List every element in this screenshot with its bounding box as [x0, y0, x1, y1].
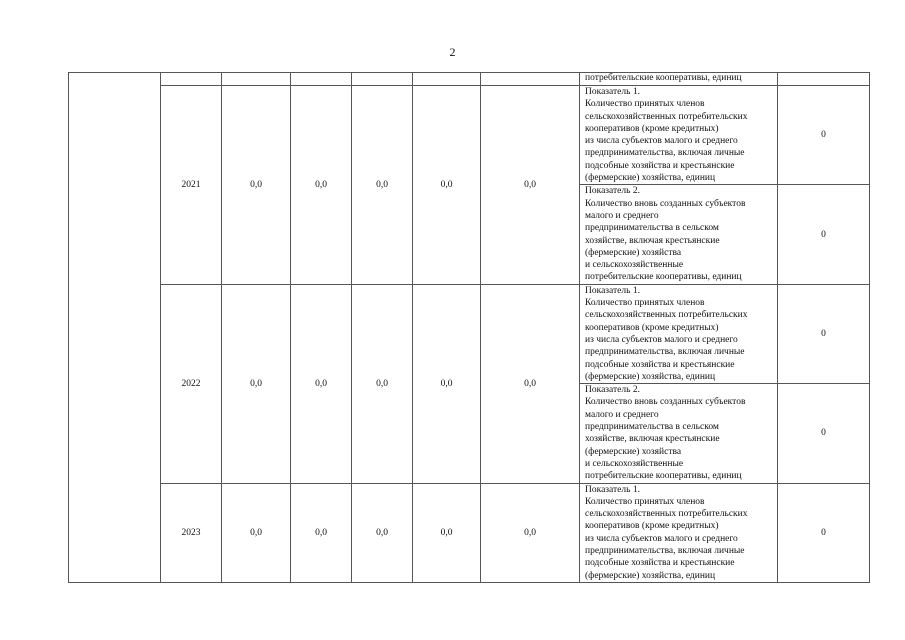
description-line: предпринимательства, включая личные [585, 347, 745, 358]
program-indicators-table [68, 72, 870, 583]
funding-value-cell: 0,0 [352, 86, 413, 285]
value-cell-empty [222, 73, 291, 86]
value-cell-empty [413, 73, 481, 86]
description-line: кооперативов (кроме кредитных) [585, 521, 719, 532]
description-line: потребительские кооперативы, единиц [585, 272, 742, 283]
description-line: малого и среднего [585, 210, 659, 221]
description-line: потребительские кооперативы, единиц [585, 471, 742, 482]
description-line: кооперативов (кроме кредитных) [585, 322, 719, 333]
indicator-value: 0 [778, 185, 870, 284]
indicator-value: 0 [778, 86, 870, 185]
description-line: хозяйстве, включая крестьянские [585, 434, 720, 445]
indicator-value-empty [778, 73, 870, 86]
funding-value-cell: 0,0 [291, 483, 352, 582]
funding-value-cell: 0,0 [481, 483, 580, 582]
description-line: хозяйстве, включая крестьянские [585, 235, 720, 246]
table-body [69, 73, 870, 583]
indicator-value: 0 [778, 284, 870, 383]
description-line: сельскохозяйственных потребительских [585, 310, 748, 321]
description-line: предпринимательства, включая личные [585, 148, 745, 159]
funding-value-cell: 0,0 [222, 483, 291, 582]
indicator-description [580, 483, 778, 582]
year-cell: 2021 [161, 86, 222, 285]
funding-value-cell: 0,0 [413, 86, 481, 285]
description-line: предпринимательства, включая личные [585, 545, 745, 556]
year-cell-empty [161, 73, 222, 86]
indicator-description [580, 284, 778, 383]
description-line: Количество принятых членов [585, 496, 705, 507]
description-line: подсобные хозяйства и крестьянские [585, 160, 735, 171]
funding-value-cell: 0,0 [413, 284, 481, 483]
indicator-row [69, 86, 870, 185]
page-number: 2 [449, 45, 456, 59]
value-cell-empty [352, 73, 413, 86]
description-line: Показатель 1. [585, 484, 640, 495]
description-line: Показатель 2. [585, 385, 640, 396]
indicator-description [580, 185, 778, 284]
description-line: предпринимательства в сельском [585, 223, 719, 234]
description-line: из числа субъектов малого и среднего [585, 334, 738, 345]
description-line: (фермерские) хозяйства [585, 446, 682, 457]
value-cell-empty [481, 73, 580, 86]
description-line: подсобные хозяйства и крестьянские [585, 359, 735, 370]
description-line: из числа субъектов малого и среднего [585, 533, 738, 544]
indicator-description [580, 86, 778, 185]
description-line: Показатель 2. [585, 186, 640, 197]
funding-value-cell: 0,0 [352, 483, 413, 582]
description-line: (фермерские) хозяйства, единиц [585, 371, 716, 382]
description-line: потребительские кооперативы, единиц [585, 73, 742, 83]
funding-value-cell: 0,0 [481, 86, 580, 285]
description-line: и сельскохозяйственные [585, 260, 684, 271]
year-cell: 2022 [161, 284, 222, 483]
year-cell: 2023 [161, 483, 222, 582]
indicator-value: 0 [778, 483, 870, 582]
funding-value-cell: 0,0 [413, 483, 481, 582]
description-line: (фермерские) хозяйства, единиц [585, 570, 716, 581]
description-line: Количество принятых членов [585, 99, 705, 110]
description-line: Количество вновь созданных субъектов [585, 397, 746, 408]
description-line: малого и среднего [585, 409, 659, 420]
description-line: Показатель 1. [585, 285, 640, 296]
carryover-row [69, 73, 870, 86]
indicator-row [69, 483, 870, 582]
funding-value-cell: 0,0 [291, 86, 352, 285]
funding-value-cell: 0,0 [481, 284, 580, 483]
description-line: подсобные хозяйства и крестьянские [585, 558, 735, 569]
description-line: Количество принятых членов [585, 298, 705, 309]
description-line: и сельскохозяйственные [585, 458, 684, 469]
description-line: Количество вновь созданных субъектов [585, 198, 746, 209]
merged-first-column-cell [69, 73, 161, 583]
indicator-description-continued [580, 73, 778, 86]
funding-value-cell: 0,0 [291, 284, 352, 483]
description-line: предпринимательства в сельском [585, 422, 719, 433]
description-line: из числа субъектов малого и среднего [585, 136, 738, 147]
indicator-description [580, 384, 778, 483]
description-line: Показатель 1. [585, 87, 640, 97]
description-line: сельскохозяйственных потребительских [585, 111, 748, 122]
funding-value-cell: 0,0 [222, 284, 291, 483]
value-cell-empty [291, 73, 352, 86]
description-line: сельскохозяйственных потребительских [585, 509, 748, 520]
funding-value-cell: 0,0 [222, 86, 291, 285]
indicator-row [69, 284, 870, 383]
description-line: (фермерские) хозяйства [585, 247, 682, 258]
description-line: кооперативов (кроме кредитных) [585, 123, 719, 134]
indicator-value: 0 [778, 384, 870, 483]
funding-value-cell: 0,0 [352, 284, 413, 483]
description-line: (фермерские) хозяйства, единиц [585, 173, 716, 184]
